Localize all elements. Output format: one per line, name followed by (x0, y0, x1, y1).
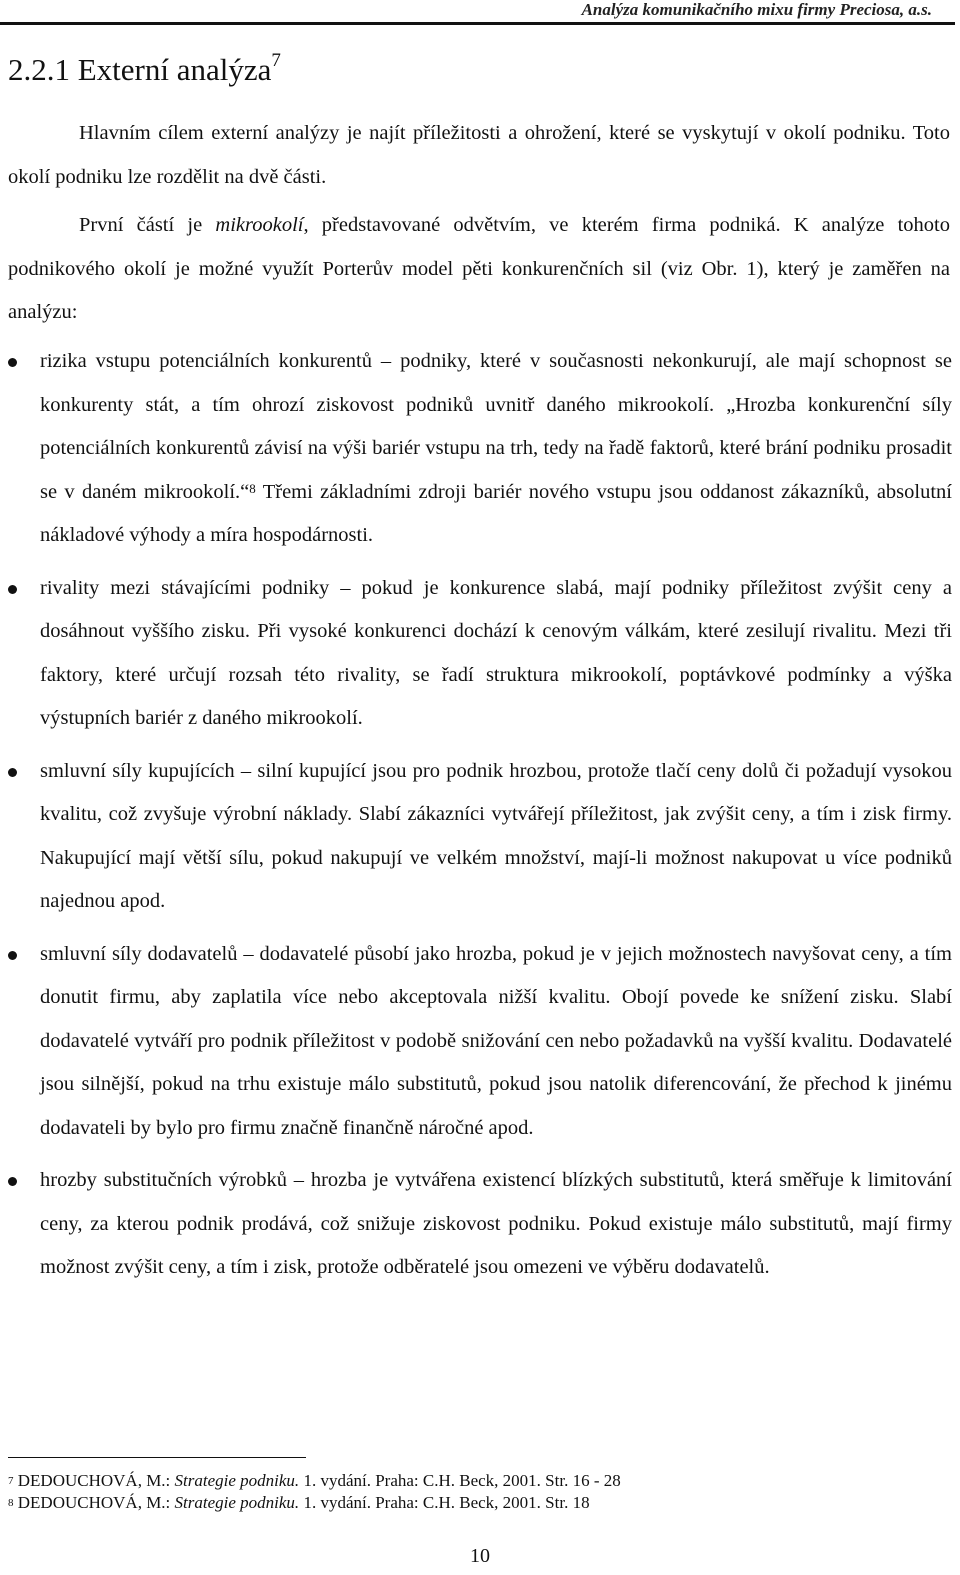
bullet-icon (8, 768, 17, 777)
footnotes (8, 1470, 621, 1514)
list-item (0, 567, 952, 741)
bullet-icon (8, 358, 17, 367)
porter-forces-list (0, 340, 952, 1299)
footnote-ref-7[interactable]: 7 (271, 50, 281, 71)
list-item (0, 1159, 952, 1290)
footnote-8 (8, 1492, 621, 1514)
footnote-details: 1. vydání. Praha: C.H. Beck, 2001. Str. 18 (299, 1493, 590, 1512)
intro-p2-start: První částí je (79, 214, 216, 236)
section-heading (8, 52, 281, 88)
footnote-author: DEDOUCHOVÁ, M.: (17, 1471, 175, 1490)
running-header: Analýza komunikačního mixu firmy Preciosa, a.s. (581, 0, 932, 19)
bullet-text-continued: Třemi základními zdroji bariér nového vstupu jsou oddanost zákazníků, absolutní nákladové výhody a míra hospodárnosti. (40, 480, 952, 546)
bullet-icon (8, 951, 17, 960)
footnote-number: 7 (8, 1475, 14, 1487)
intro-paragraph-2 (8, 204, 950, 335)
footnote-title: Strategie podniku. (174, 1493, 300, 1512)
list-item (0, 340, 952, 558)
intro-p2-end: , představované odvětvím, ve kterém firma podniká. K analýze tohoto podnikového okolí je možné využít Porterův model pěti konkurenčních sil (viz Obr. 1), který je zaměřen na analýzu: (8, 214, 950, 323)
footnote-7 (8, 1470, 621, 1492)
bullet-icon (8, 585, 17, 594)
footnote-author: DEDOUCHOVÁ, M.: (17, 1493, 175, 1512)
intro-paragraph-1: Hlavním cílem externí analýzy je najít příležitosti a ohrožení, které se vyskytují v okolí podniku. Toto okolí podniku lze rozdělit na dvě části. (8, 122, 950, 188)
footnote-title: Strategie podniku. (174, 1471, 300, 1490)
header-rule (0, 22, 955, 25)
page-number: 10 (470, 1545, 490, 1567)
footnote-separator (8, 1457, 306, 1458)
bullet-text: smluvní síly dodavatelů – dodavatelé působí jako hrozba, pokud je v jejich možnostech navyšovat ceny, a tím donutit firmu, aby zaplatila více nebo akceptovala nižší kvalitu. Obojí povede ke snížení zisku. Slabí dodavatelé vytváří pro podnik příležitost v podobě snižování cen nebo požadavků na vyšší kvalitu. Dodavatelé jsou silnější, pokud na trhu existuje málo substitutů, pokud jsou natolik diferencování, že přechod k jinému dodavateli by bylo pro firmu značně finančně náročné apod. (40, 942, 952, 1139)
bullet-text: rizika vstupu potenciálních konkurentů – podniky, které v současnosti nekonkurují, ale mají schopnost se konkurenty stát, a tím ohrozí ziskovost podniků uvnitř daného mikrookolí. „Hrozba konkurenční síly potenciálních konkurentů závisí na výši bariér vstupu na trh, tedy na řadě faktorů, které brání podniku prosadit se v daném mikrookolí.“ (40, 350, 952, 503)
term-mikrookoli: mikrookolí (215, 214, 304, 236)
bullet-icon (8, 1177, 17, 1186)
footnote-ref-8[interactable]: 8 (249, 480, 256, 496)
bullet-text: rivality mezi stávajícími podniky – pokud je konkurence slabá, mají podniky příležitost zvýšit ceny a dosáhnout vyššího zisku. Při vysoké konkurenci dochází k cenovým válkám, které zesilují rivalitu. Mezi tři faktory, které určují rozsah této rivality, se řadí struktura mikrookolí, poptávkové podmínky a výška výstupních bariér z daného mikrookolí. (40, 576, 952, 729)
footnote-number: 8 (8, 1497, 14, 1509)
bullet-text: hrozby substitučních výrobků – hrozba je vytvářena existencí blízkých substitutů, která směřuje k limitování ceny, za kterou podnik prodává, což snižuje ziskovost podniku. Pokud existuje málo substitutů, mají firmy možnost zvýšit ceny, a tím i zisk, protože odběratelé jsou omezeni ve výběru dodavatelů. (40, 1169, 952, 1278)
list-item (0, 750, 952, 924)
list-item (0, 933, 952, 1151)
footnote-details: 1. vydání. Praha: C.H. Beck, 2001. Str. 16 - 28 (299, 1471, 621, 1490)
section-title: 2.2.1 Externí analýza (8, 52, 272, 87)
bullet-text: smluvní síly kupujících – silní kupující jsou pro podnik hrozbou, protože tlačí ceny dolů či požadují vysokou kvalitu, což zvyšuje výrobní náklady. Slabí zákazníci vytvářejí příležitost, jak zvýšit ceny, a tím i zisk firmy. Nakupující mají větší sílu, pokud nakupují ve velkém množství, mají-li možnost nakupovat u více podniků najednou apod. (40, 759, 952, 912)
